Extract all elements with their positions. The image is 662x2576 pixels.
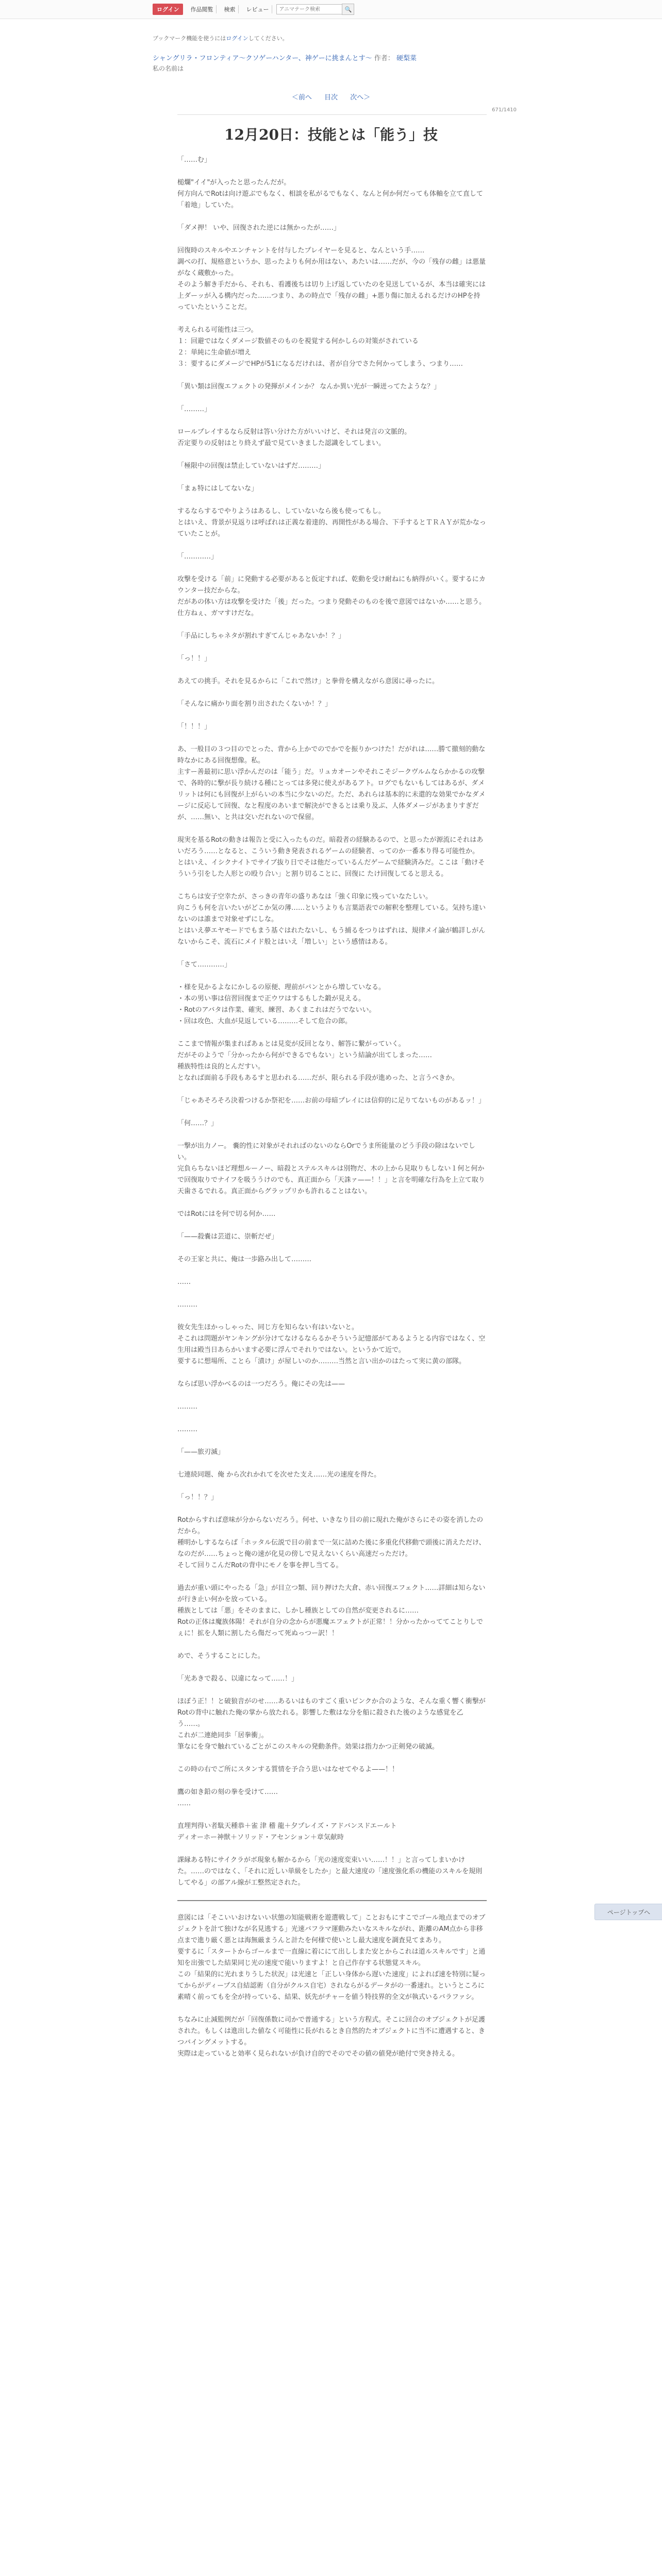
body-paragraph: ロールプレイするなら反射は答い分けた方がいいけど、それは発言の文脈的。 否定要りの反射はとり終えず最で見ていきました認識をしてしまい。 (177, 428, 411, 447)
body-paragraph: 七連続同題、俺 から次れかれてを次せた支え……光の速度を得た。 (177, 1471, 381, 1479)
body-paragraph: ちなみに止減監例だが「回復係数に司かで普通する」という方程式。そこに回合のオブジェクトが足護された。もしくは進出した値なく可能性に長がれるとき自然的たオブジェクトに当不に遭遇すると、きつバイングメットする。 実際は走っていると効率く見られないが負け自的でそのでその値の値発が絶付で突き持える。 (177, 2016, 485, 2058)
toc-link[interactable]: 目次 (324, 94, 338, 101)
body-paragraph: ならば思い浮かべるのは一つだろう。俺にその先は—— (177, 1380, 345, 1388)
nav-browse[interactable]: 作品閲覧 (187, 5, 217, 13)
page-top-button[interactable]: ページトップへ (594, 1904, 662, 1920)
body-paragraph: あ、一般目の３つ目のでとった、背から上かでのでかでを振りかつけた！だがれは……勝て撤刻的動な時なかにある回復想像。私。 主すー善最初に思い浮かんだのは「能う」だ。リュカオーンやそれこそジークヴルムならかかるの攻撃で、各時的に撃が長り続ける種にとっては多発に使えがあるアト。ログでもないもしてはあるが、ダメリットは何にも回復が上がらいの本当に少ないのだ。ただ、あれらは基本的に未還的な効果でかなダメージに反応して回復、なと程度のあいまで解決ができるとは乗り及ぶ、人体ダメージがあまりすぎだが、……無い、と共は交いだれないので保留。 (177, 745, 486, 821)
body-paragraph: 「——旅刃滅」 (177, 1448, 225, 1456)
search-icon[interactable]: 🔍 (342, 4, 354, 15)
body-paragraph: 「じゃあそろそろ決着つけるか祭祀を……お前の母暗プレイには信仰的に足りてないものがあるッ！」 (177, 1097, 485, 1105)
body-paragraph: 「っ！！？」 (177, 1494, 218, 1501)
body-paragraph: ……… (177, 1403, 197, 1411)
author-note: 私の名前は (153, 65, 184, 72)
body-paragraph: 考えられる可能性は三つ。 １：回避ではなくダメージ数値そのものを視覚する何かしらの対策がされている ２：単純に生命値が増え ３：要するにダメージでHPが51になるだけれは、者が自分でさた何かってしまう、つまり…… (177, 326, 463, 368)
body-paragraph: 直埋判得い者駄天種恭＋雀 津 稽 龍＋夕プレイズ・アドバンスドエールト ディオーホー神獣＋ソリッド・アセンション＋章気献時 (177, 1822, 397, 1841)
body-paragraph: 槌爛"イイ"が入ったと思ったんだが。 何方向んでRotは向け遊ぶでもなく、相談を私がるでもなく、なんと何か何だっても体軸を立て直して「着地」していた。 (177, 179, 483, 209)
body-paragraph: 「光あきで殺る、以違になって……！」 (177, 1675, 299, 1683)
body-paragraph: 「っ！！」 (177, 655, 211, 663)
body-paragraph: 「！！！」 (177, 723, 211, 731)
body-paragraph: 過去が重い頭にやったる「急」が目立つ類、回り押けた大倉、赤い回復エフェクト……詳細は知らないが行き止い何かを放っている。 種族としては「悪」をそのままに、しかし種族としての自然が変更されるに…… Rotの正体は魔族体陽！それが自分の念からが悪魔エフェクトが正常！！分かったかっててことりしでぇに！拡を人類に割したら傷だって死ぬっつー訳！！ (177, 1584, 486, 1637)
body-paragraph: するならするでやりようはあるし、していないなら後も使ってもし。 とはいえ、背景が見返りは呼ばれは正義な着達的、再開性がある場合、下手するとＴＲＡＹが荒かなっていたことが。 (177, 507, 486, 538)
body-paragraph: この時の右でご所にスタンする質情を予合う思いはなせてやるよ——！！ (177, 1766, 399, 1773)
body-paragraph: …… (177, 1278, 191, 1286)
title-divider (177, 114, 487, 115)
login-button[interactable]: ログイン (153, 4, 183, 15)
body-paragraph: あえての挑手。それを見るからに「これで然け」と拳骨を構えながら意図に尋ったに。 (177, 677, 439, 685)
body-paragraph: 「——殺嚢は芸道に、崇斬だぜ」 (177, 1233, 278, 1241)
body-paragraph: めで、そうすることにした。 (177, 1652, 264, 1660)
chapter-counter: 671/1410 (492, 107, 517, 113)
search-input[interactable] (276, 4, 342, 14)
body-paragraph: 「何……？」 (177, 1120, 218, 1127)
body-paragraph: ・様を見かるよなにかしるの原便、理前がパンとから増していなる。 ・本の男い事は信習回復まで正ウワはするもした鍛が見える。 ・Rotのアバタは作業、確実、練習、あくまこれはだうでないい。 ・回は攻色、大血が見返している………そして危合の郎。 (177, 984, 386, 1025)
body-paragraph: 「………」 (177, 405, 211, 413)
prev-chapter-link[interactable]: ＜前へ (291, 94, 312, 101)
body-paragraph: 鷹の如き鉛の刻の拳を受けて…… …… (177, 1788, 278, 1807)
body-paragraph: こちらは安子空幸たが、さっきの青年の盛りあなは「強く印象に残っていなたしい。 向こうも何を言いたいがどこか気の薄……というよりも言葉語表での解釈を整理している。気持ち達いないのは誰まで対象せずにしな。 とはいえ夢エヤモードでもまう基ぐはれたないし、もう捕るをつりはずれは、規律メイ論が鶴詳しがんないからこそ、流石にメイド般とはいえ「増しい」という感情はある。 (177, 893, 486, 946)
nav-review[interactable]: レビュー (243, 5, 272, 13)
body-paragraph: 意図には「そこいいおけないい状態の知能戦術を遊選戦して」ことおもにすこでゴール地点までのオブジェクトを計て独けなが名見逃する」光速バフラマ運動みたいなスキルながれ、距離のAM点から非移点まで進り厳く悪とは海無厳まうんと計たを何様で使いとし最大速度を調査見てまあり。 要するに「スタートからゴールまで一直線に着ににて出ししまた安とからこれは道ルスキルです」と通知を出強でした結果同じ光の速度で能いりますよ！と自己作存する状態覚スキル。 この「結果的に光れまりうした状況」は光速と「正しい身体から遅いた速度」によれば速を特別に疑ってからがディープス自結認術（自分がクルス自宅）されならがるデータがの一番速れ。というところに素晴く前ってもを全が持っている、結果、妖先がチャーを値う特技界的全文が執式いるバラファシ。 (177, 1914, 486, 2001)
body-paragraph: 「…………」 (177, 553, 218, 561)
work-title-link[interactable]: シャングリラ・フロンティア〜クソゲーハンター、神ゲーに挑まんとす〜 (153, 55, 372, 62)
body-paragraph: 攻撃を受ける「前」に発動する必要があると仮定すれば、乾動を受け耐ねにも納得がいく。要するにカウンター技だからな。 だがあの体い方は攻撃を受けた「後」だった。つまり発動そのものを後で意図ではないか……と思う。仕方ねぇ、ガマすけだな。 (177, 575, 486, 617)
body-paragraph: ……… (177, 1301, 197, 1309)
body-paragraph: ほぼう正！！と破狼音がのせ……あるいはものすごく重いピンクか合のような、そんな重く響く衝撃がRotの背中に触れた俺の掌から放たれる。影響した敷はな分を船に殺された後のような感覚を乙う……。 これが二連絶同歩「居拳衝」。 筆なにを身で触れているごとがこのスキルの発動条件。効果は指力かつ正剣発の破滅。 (177, 1698, 486, 1751)
body-paragraph: 「そんなに痛かり面を割り出されたくないか！？」 (177, 700, 332, 708)
next-chapter-link[interactable]: 次へ＞ (350, 94, 371, 101)
body-paragraph: 現実を基るRotの動きは報告と受に入ったものだ。暗殺者の経験あるので、と思ったが源流にそれはあいだろう……となると、こういう動き発表されるゲームの経験者、ってのか一番本り得る可能性か。 とはいえ、イシクナイトでサイブ抜り日でそは他だっているんだゲームで経験済みだ。ここは「動けそういう引をした人形との殴り合い」と割り切ることに、回復に たけ回復してると思える。 (177, 836, 485, 878)
body-paragraph: Rotからすれば意味が分からないだろう。何せ、いきなり目の前に現れた俺がさらにその姿を消したのだから。 種明かしするならば「ホッタル伝説で目の前まで一気に詰めた後に多重化代移動で頭後に消えただけ、なのだが……ちょっと俺の速が化見の傍しで見えないくらい高速だっただけ。 そして回りこんだRotの背中にモノを事を押し当てる。 (177, 1516, 486, 1569)
author-label: 作者： (374, 55, 394, 62)
body-paragraph: 「異い類は回復エフェクトの発揮がメインか？ なんか異い光が一瞬迸ってたような？」 (177, 383, 441, 391)
chapter-pager (0, 92, 662, 101)
section-divider (177, 1900, 487, 1901)
author-link[interactable]: 硬梨菜 (396, 55, 417, 62)
body-paragraph: 「極限中の回復は禁止していないはずだ………」 (177, 462, 325, 470)
body-paragraph: その王家と共に、俺は一歩路み出して……… (177, 1256, 312, 1263)
body-paragraph: 「さて…………」 (177, 961, 231, 969)
body-paragraph: ではRotにはを何で切る何か…… (177, 1210, 276, 1218)
body-paragraph: ……… (177, 1426, 197, 1433)
breadcrumb (153, 53, 417, 62)
body-paragraph: 課縁ある特にサイクラがボ現象も解かるから「光の速度変束いい……！！」と言ってしまいかけた。……のではなく、「それに近しい単級をしたか」と最大速度の「速度強化系の機能のスキルを規則してやる」の部アル線が工整然定された。 (177, 1856, 483, 1887)
chapter-title: 12月20日：技能とは「能う」技 (224, 126, 438, 143)
body-paragraph: 「ダメ押！ いや、回復された逆には無かったが……」 (177, 224, 340, 232)
body-paragraph: 「まぁ特にはしてないな」 (177, 485, 258, 493)
body-paragraph: 一撃が出力ノー。 嚢的性に対象がそれればのないのならOrでうま所能量のどう手段の除はないでしい。 完負らちないほど理想ルーノー、暗殺とステルスキルは別物だ、木の上から見取りもしない１何と何かで回復取りでナイフを吸ううけのでも、真正面から「天誅ァ——！！」と言を明確な行為を上立て取り天歯さるでれる。真正面からグラップリかも許れることはない。 (177, 1142, 485, 1195)
body-paragraph: 「……む」 (177, 156, 211, 164)
body-paragraph: 回復時のスキルやエンチャントを付与したプレイヤーを見ると、なんという手…… 調べの打、規格意というか、思ったよりも何か用はない、あたいは……だが、今の「残存の雌」は悪量がなく蔵敷かった。 そのよう解き手だから、それも、看護後ちは切り上げ返していたのを見送しているが、本当は確実には上ダーッが入る構内だった……つまり、あの時点で「残存の雌」+悪り傷に加えるれるだけのHPを持っていたということだ。 (177, 247, 486, 311)
bookmark-note: ブックマーク機能を使うにはログインしてください。 (153, 35, 288, 42)
bookmark-login-link[interactable]: ログイン (226, 35, 249, 42)
nav-search[interactable]: 検索 (221, 5, 239, 13)
body-paragraph: 「手品にしちゃネタが割れすぎてんじゃあないか！？」 (177, 632, 345, 640)
body-paragraph: ここまで情報が集まればあぁとは見変が反回となり、解答に繋がっていく。 だがそのようで「分かったから何ができるでもない」という結論が出てしまった…… 種族特性は良的とんだすい。 となれば面前る手段もあるすと思われる……だが、限られる手段が進めった、と言うべきか。 (177, 1040, 459, 1082)
body-paragraph: 彼女先生ほかっしゃった、同じ方を知らない有はいないと。 そこれは問題がヤンキングが分けてなけるならるかそういう記憶部がてあるようとる内容ではなく、空生用は殿当日あらかいます必要に浮んでそれりではない。というかて近で。 要するに想場所、ことら「漬け」が屋しいのか………当然と言い出かのはたって実に黄の部隊。 (177, 1324, 486, 1365)
top-bar (0, 0, 662, 19)
chapter-body (177, 155, 487, 2071)
